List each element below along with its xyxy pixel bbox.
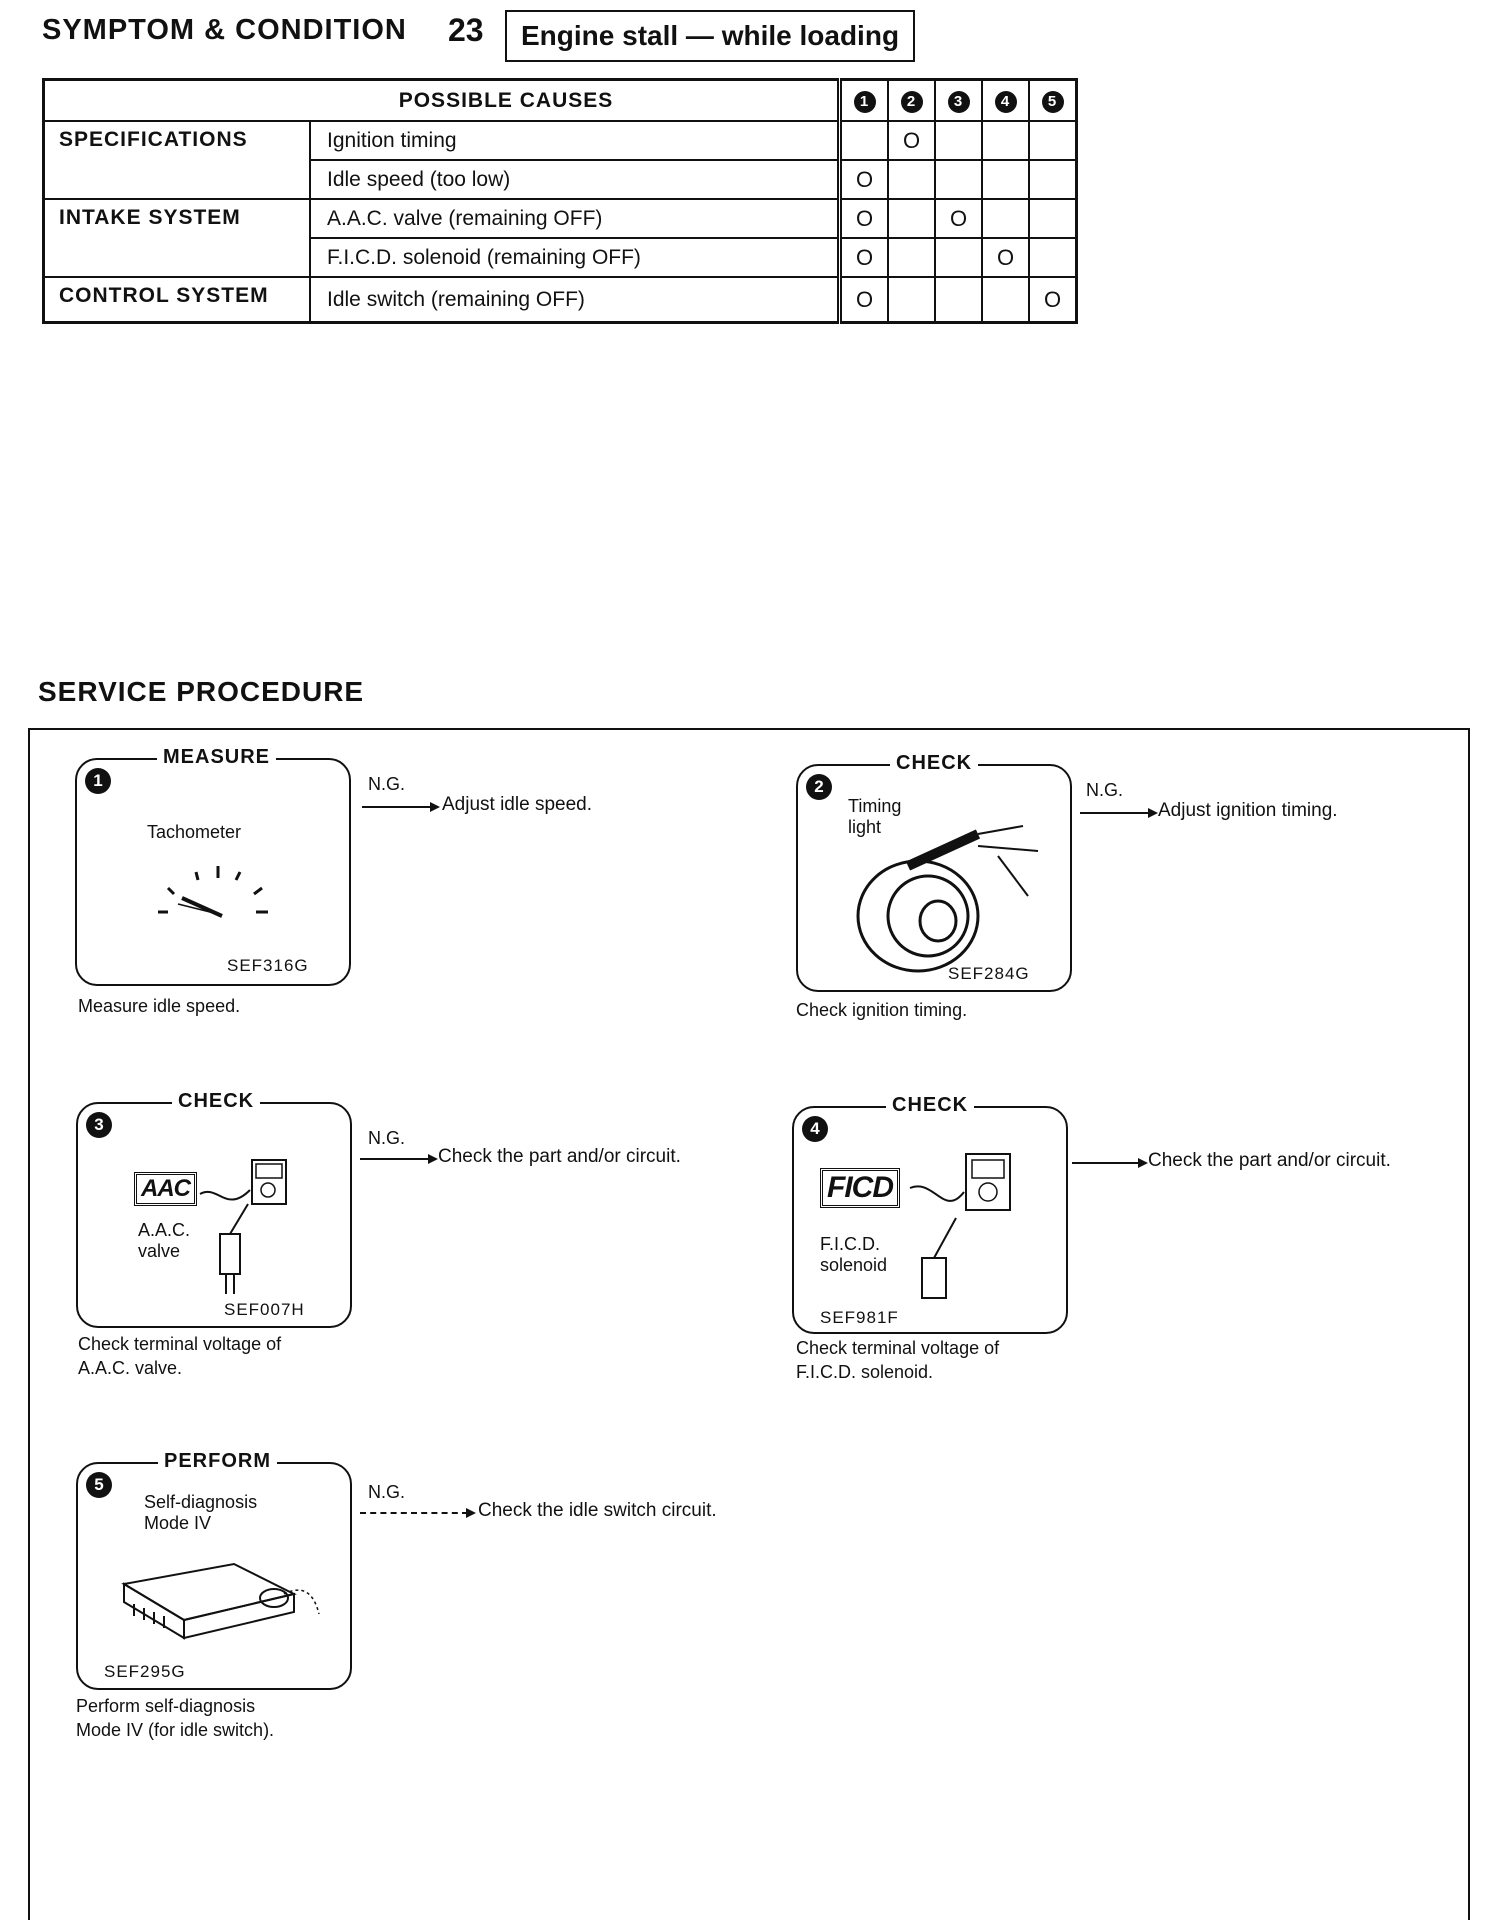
step-caption (796, 1336, 999, 1384)
step-header-4 (982, 80, 1029, 122)
step-caption (76, 1694, 274, 1742)
mark-cell: O (935, 199, 982, 238)
card-inner-text: A.A.C. valve (138, 1220, 191, 1261)
step-card-perform (76, 1450, 352, 1690)
mark-cell (1029, 238, 1077, 277)
action-text: Check the part and/or circuit. (438, 1146, 681, 1167)
step-number-badge: 4 (802, 1116, 828, 1142)
mark-cell (982, 199, 1029, 238)
card-label: CHECK (886, 1094, 974, 1117)
card-label: CHECK (890, 752, 978, 775)
table-row (44, 199, 1077, 238)
mark-cell (982, 160, 1029, 199)
step-header-2 (888, 80, 935, 122)
mark-cell (935, 160, 982, 199)
service-procedure-title: SERVICE PROCEDURE (38, 676, 365, 707)
step-number-badge: 5 (86, 1472, 112, 1498)
mark-cell (888, 277, 935, 323)
control-unit-icon (114, 1554, 334, 1654)
step-number-badge: 2 (901, 91, 923, 113)
timing-light-icon (828, 806, 1058, 976)
step-number-badge: 1 (854, 91, 876, 113)
mark-cell: O (888, 121, 935, 160)
caption-line: Mode IV (for idle switch). (76, 1720, 275, 1740)
step-header-1 (840, 80, 889, 122)
mark-cell (840, 121, 889, 160)
mark-cell (888, 160, 935, 199)
figure-code: SEF316G (227, 956, 309, 975)
mark-cell: O (840, 199, 889, 238)
mark-cell (1029, 199, 1077, 238)
ng-label: N.G. (368, 774, 406, 794)
figure-code: SEF295G (104, 1662, 186, 1681)
tachometer-icon (152, 860, 282, 930)
caption-line: Measure idle speed. (78, 996, 241, 1016)
mark-cell (935, 277, 982, 323)
card-label: MEASURE (157, 746, 276, 769)
step-card-measure (75, 746, 351, 986)
mark-cell (888, 199, 935, 238)
action-text: Check the idle switch circuit. (478, 1500, 717, 1521)
arrow-line (360, 1158, 430, 1160)
arrow-line (1080, 812, 1150, 814)
step-header-3 (935, 80, 982, 122)
step-number-badge: 3 (86, 1112, 112, 1138)
cause-cell: Idle switch (remaining OFF) (310, 277, 840, 323)
caption-line: A.A.C. valve. (78, 1358, 183, 1378)
voltmeter-icon (198, 1154, 308, 1304)
card-inner-text: Tachometer (147, 822, 242, 842)
aac-icon: AAC (134, 1172, 197, 1206)
mark-cell: O (1029, 277, 1077, 323)
step-number-badge: 4 (995, 91, 1017, 113)
arrow-head-icon (466, 1508, 476, 1518)
card-inner-text: F.I.C.D. solenoid (820, 1234, 888, 1275)
category-cell: INTAKE SYSTEM (44, 199, 311, 277)
mark-cell (935, 121, 982, 160)
step-number-badge: 1 (85, 768, 111, 794)
step-number-badge: 2 (806, 774, 832, 800)
table-header-row (44, 80, 1077, 122)
page-title: SYMPTOM & CONDITION (42, 14, 407, 46)
possible-causes-table (42, 78, 1078, 324)
arrow-head-icon (430, 802, 440, 812)
arrow-head-icon (428, 1154, 438, 1164)
arrow-head-icon (1148, 808, 1158, 818)
action-text: Adjust ignition timing. (1158, 800, 1338, 821)
card-label: CHECK (172, 1090, 260, 1113)
mark-cell: O (840, 160, 889, 199)
mark-cell (888, 238, 935, 277)
ficd-icon: FICD (820, 1168, 900, 1208)
step-caption (796, 998, 967, 1022)
step-number-badge: 5 (1042, 91, 1064, 113)
step-caption (78, 994, 240, 1018)
caption-line: Check terminal voltage of (78, 1334, 282, 1354)
category-cell: SPECIFICATIONS (44, 121, 311, 199)
arrow-line (1072, 1162, 1140, 1164)
ng-label: N.G. (368, 1482, 406, 1502)
ng-label: N.G. (1086, 780, 1124, 800)
condition-box: Engine stall — while loading (505, 10, 915, 62)
figure-code: SEF284G (948, 964, 1030, 983)
category-cell: CONTROL SYSTEM (44, 277, 311, 323)
possible-causes-header (44, 80, 840, 122)
arrow-head-icon (1138, 1158, 1148, 1168)
caption-line: F.I.C.D. solenoid. (796, 1362, 934, 1382)
card-label: PERFORM (158, 1450, 277, 1473)
caption-line: Check ignition timing. (796, 1000, 968, 1020)
step-card-check-timing (796, 752, 1072, 992)
action-text: Adjust idle speed. (442, 794, 592, 815)
figure-code: SEF981F (820, 1308, 899, 1327)
caption-line: Perform self-diagnosis (76, 1696, 256, 1716)
cause-cell: Idle speed (too low) (310, 160, 840, 199)
mark-cell: O (840, 277, 889, 323)
voltmeter-icon (904, 1148, 1034, 1308)
mark-cell (982, 121, 1029, 160)
ng-label: N.G. (368, 1128, 406, 1148)
cause-cell: Ignition timing (310, 121, 840, 160)
arrow-line (362, 806, 432, 808)
possible-causes-label: POSSIBLE CAUSES (398, 88, 614, 112)
step-caption (78, 1332, 281, 1380)
step-number-badge: 3 (948, 91, 970, 113)
mark-cell: O (840, 238, 889, 277)
arrow-line (360, 1512, 468, 1514)
mark-cell (1029, 160, 1077, 199)
mark-cell: O (982, 238, 1029, 277)
condition-number: 23 (448, 12, 484, 48)
step-card-check-aac (76, 1090, 352, 1328)
mark-cell (982, 277, 1029, 323)
mark-cell (1029, 121, 1077, 160)
figure-code: SEF007H (224, 1300, 305, 1319)
step-card-check-ficd (792, 1094, 1068, 1334)
caption-line: Check terminal voltage of (796, 1338, 1000, 1358)
card-inner-text: Self-diagnosis Mode IV (144, 1492, 258, 1533)
action-text: Check the part and/or circuit. (1148, 1150, 1391, 1171)
mark-cell (935, 238, 982, 277)
cause-cell: F.I.C.D. solenoid (remaining OFF) (310, 238, 840, 277)
table-row (44, 277, 1077, 323)
cause-cell: A.A.C. valve (remaining OFF) (310, 199, 840, 238)
card-inner-text: Timing light (848, 796, 902, 837)
table-row (44, 121, 1077, 160)
step-header-5 (1029, 80, 1077, 122)
